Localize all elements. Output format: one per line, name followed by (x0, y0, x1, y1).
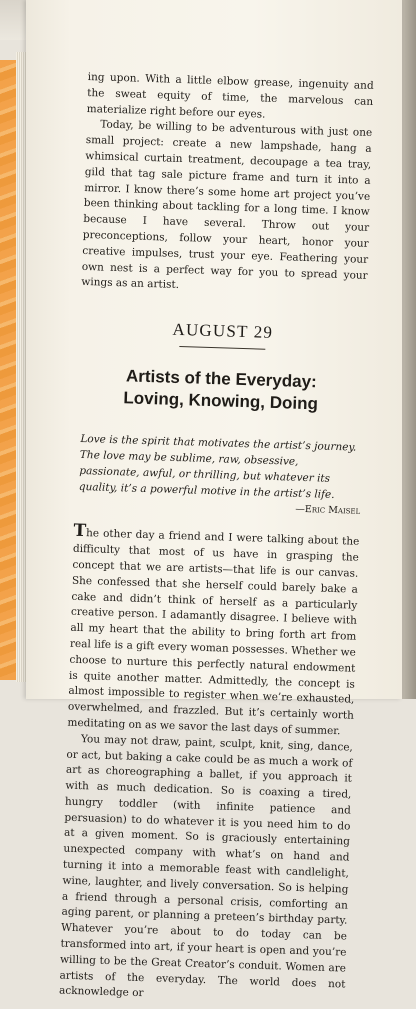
entry-date: AUGUST 29 (172, 319, 274, 343)
intro-paragraph-2: Today, be willing to be adventurous with just one small project: create a new lampshade, hang a whimsical curtain treatment, decoupage a tea tray, gild that tag sale picture frame and turn it into a mirror. I know there’s some home art project you’ve been thinking about tackling for a long time. I know because I have several. Throw out your preconceptions, follow your heart, honor your creative impulses, trust your eye. Feathering your own nest is a perfect way for you to spread your wings as an artist. (81, 118, 373, 292)
book-page (26, 0, 402, 1000)
body-paragraph-1-text: he other day a friend and I were talking about the difficulty that most of us have in grasping the concept that we are artists—that life is our canvas. She confessed that she herself could barely bake a cake and didn’t think of herself as a particularly creative person. I adamantly disagree. I believe with all my heart that the ability to bring forth art from real life is a gift every woman possesses. Whether we choose to nurture this perfectly natural endowment is quite another matter. Admittedly, the concept is almost impossible to register when we’re exhausted, overwhelmed, and frazzled. But it’s certainly worth meditating on as we savor the last days of summer. (67, 527, 360, 738)
epigraph-attribution: —Eric Maisel (295, 504, 361, 518)
entry-title (77, 364, 364, 417)
body-paragraph-2: You may not draw, paint, sculpt, knit, sing, dance, or act, but baking a cake could be as much a work of art as choreographing a ballet, if you approach it with as much dedication. So is coaxing a tired, hungry toddler (with infinite patience and persuasion) to do whatever it is you need him to do at a given moment. So is graciously entertaining unexpected company with what’s on hand and turning it into a memorable feast with candlelight, wine, laughter, and lively conversation. So is helping a friend through a personal crisis, comforting an aging parent, or planning a preteen’s birthday party. Whatever you’re about to do today can be transformed into art, if your heart is open and you’re willing to be the Great Creator’s conduit. Women are artists of the everyday. The world does not acknowledge or (58, 732, 354, 1000)
body-paragraph-1 (67, 521, 360, 740)
entry-body (58, 521, 360, 1009)
intro-paragraph-1: ing upon. With a little elbow grease, ingenuity and the sweat equity of time, the marvelous can materialize right before our eyes. (86, 70, 374, 121)
epigraph: Love is the spirit that motivates the artist’s journey. The love may be sublime, raw, obsessive, passionate, awful, or thrilling, but whatever its quality, it’s a powerful motive in the artist’s life. (78, 433, 357, 501)
page-content (59, 70, 374, 1009)
entry-title-line-1: Artists of the Everyday: (125, 366, 318, 392)
drop-cap: T (73, 521, 87, 542)
entry-title-line-2: Loving, Knowing, Doing (123, 388, 319, 414)
date-rule (179, 346, 265, 350)
